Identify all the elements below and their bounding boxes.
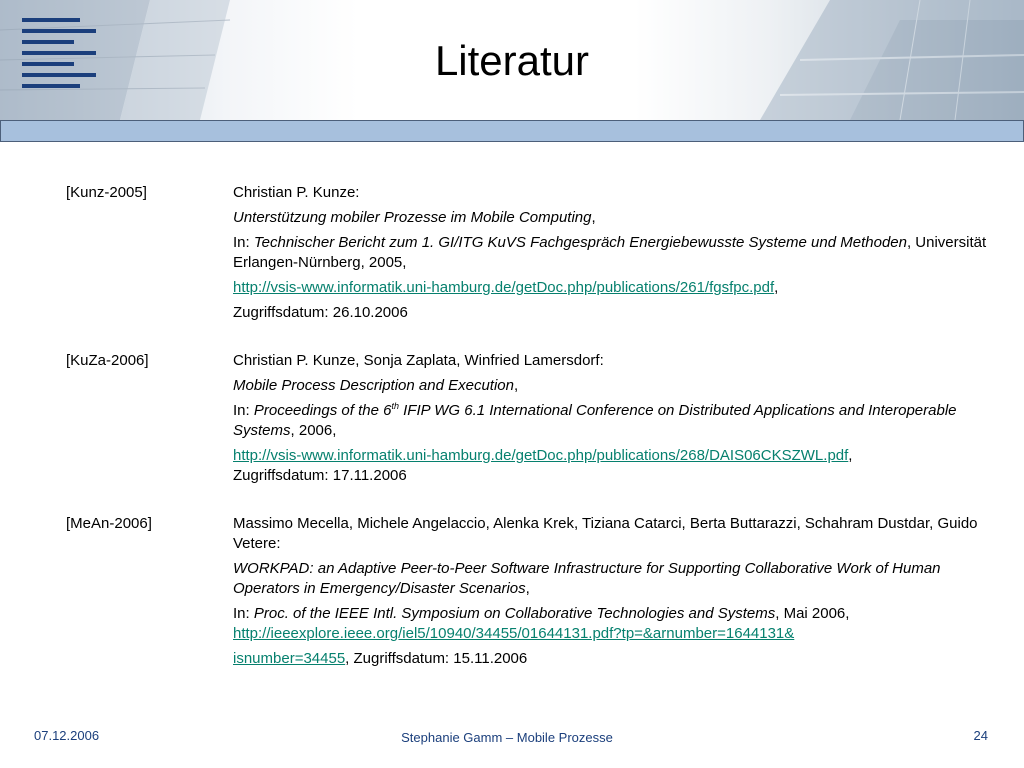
reference-title: WORKPAD: an Adaptive Peer-to-Peer Software Infrastructure for Supporting Collaborative Work of Human Operators in Emergency/Disaster Scenarios: [233, 560, 941, 597]
reference-authors: Christian P. Kunze, Sonja Zaplata, Winfried Lamersdorf:: [233, 352, 604, 369]
reference-url-link[interactable]: http://ieeexplore.ieee.org/iel5/10940/34455/01644131.pdf?tp=&arnumber=1644131&: [233, 625, 795, 642]
reference-key: [KuZa-2006]: [66, 352, 149, 369]
reference-authors: Christian P. Kunze:: [233, 184, 360, 201]
reference-url-link[interactable]: http://vsis-www.informatik.uni-hamburg.de/getDoc.php/publications/261/fgsfpc.pdf: [233, 279, 775, 296]
reference-venue-line: In: Proc. of the IEEE Intl. Symposium on Collaborative Technologies and Systems, Mai 2006,: [233, 605, 850, 622]
reference-accessed: , Zugriffsdatum: 15.11.2006: [345, 650, 528, 667]
reference-venue-line: In: Proceedings of the 6th IFIP WG 6.1 International Conference on Distributed Applications and Interoperable Systems, 2006,: [233, 401, 957, 439]
footer-page-number: 24: [973, 728, 988, 743]
reference-url-link[interactable]: isnumber=34455: [233, 650, 346, 667]
reference-key: [Kunz-2005]: [66, 184, 147, 201]
footer-date: 07.12.2006: [34, 728, 100, 743]
reference-body: [233, 183, 993, 323]
footer-center-text: Stephanie Gamm – Mobile Prozesse: [401, 730, 613, 745]
reference-url-link[interactable]: http://vsis-www.informatik.uni-hamburg.de/getDoc.php/publications/268/DAIS06CKSZWL.pdf: [233, 447, 849, 464]
reference-venue-line: In: Technischer Bericht zum 1. GI/ITG KuVS Fachgespräch Energiebewusste Systeme und Methoden, Universität Erlangen-Nürnberg, 2005,: [233, 234, 987, 271]
reference-title-line: Mobile Process Description and Execution,: [233, 377, 519, 394]
reference-authors: Massimo Mecella, Michele Angelaccio, Alenka Krek, Tiziana Catarci, Berta Buttarazzi, Schahram Dustdar, Guido Vetere:: [233, 515, 978, 552]
reference-body: [233, 351, 993, 486]
reference-title-line: WORKPAD: an Adaptive Peer-to-Peer Software Infrastructure for Supporting Collaborative Work of Human Operators in Emergency/Disaster Scenarios,: [233, 560, 941, 597]
title-bar: [0, 120, 1024, 142]
reference-accessed: Zugriffsdatum: 26.10.2006: [233, 304, 408, 321]
reference-body: [233, 514, 993, 669]
reference-url-line: http://vsis-www.informatik.uni-hamburg.de/getDoc.php/publications/261/fgsfpc.pdf,: [233, 279, 779, 296]
reference-key: [MeAn-2006]: [66, 515, 152, 532]
reference-url-line: http://vsis-www.informatik.uni-hamburg.de/getDoc.php/publications/268/DAIS06CKSZWL.pdf,: [233, 447, 853, 464]
reference-url-line: [233, 649, 993, 669]
reference-title: Mobile Process Description and Execution: [233, 377, 514, 394]
reference-title: Unterstützung mobiler Prozesse im Mobile Computing: [233, 209, 592, 226]
reference-venue: Technischer Bericht zum 1. GI/ITG KuVS Fachgespräch Energiebewusste Systeme und Methoden: [253, 234, 907, 251]
reference-title-line: Unterstützung mobiler Prozesse im Mobile Computing,: [233, 209, 596, 226]
reference-venue: Proceedings of the 6th IFIP WG 6.1 International Conference on Distributed Applications and Interoperable Systems: [233, 401, 957, 439]
reference-venue: Proc. of the IEEE Intl. Symposium on Collaborative Technologies and Systems: [253, 605, 776, 622]
slide-header: [0, 0, 1024, 120]
slide-title: Literatur: [434, 37, 590, 84]
reference-url-line: [233, 624, 993, 644]
reference-accessed: Zugriffsdatum: 17.11.2006: [233, 467, 407, 484]
